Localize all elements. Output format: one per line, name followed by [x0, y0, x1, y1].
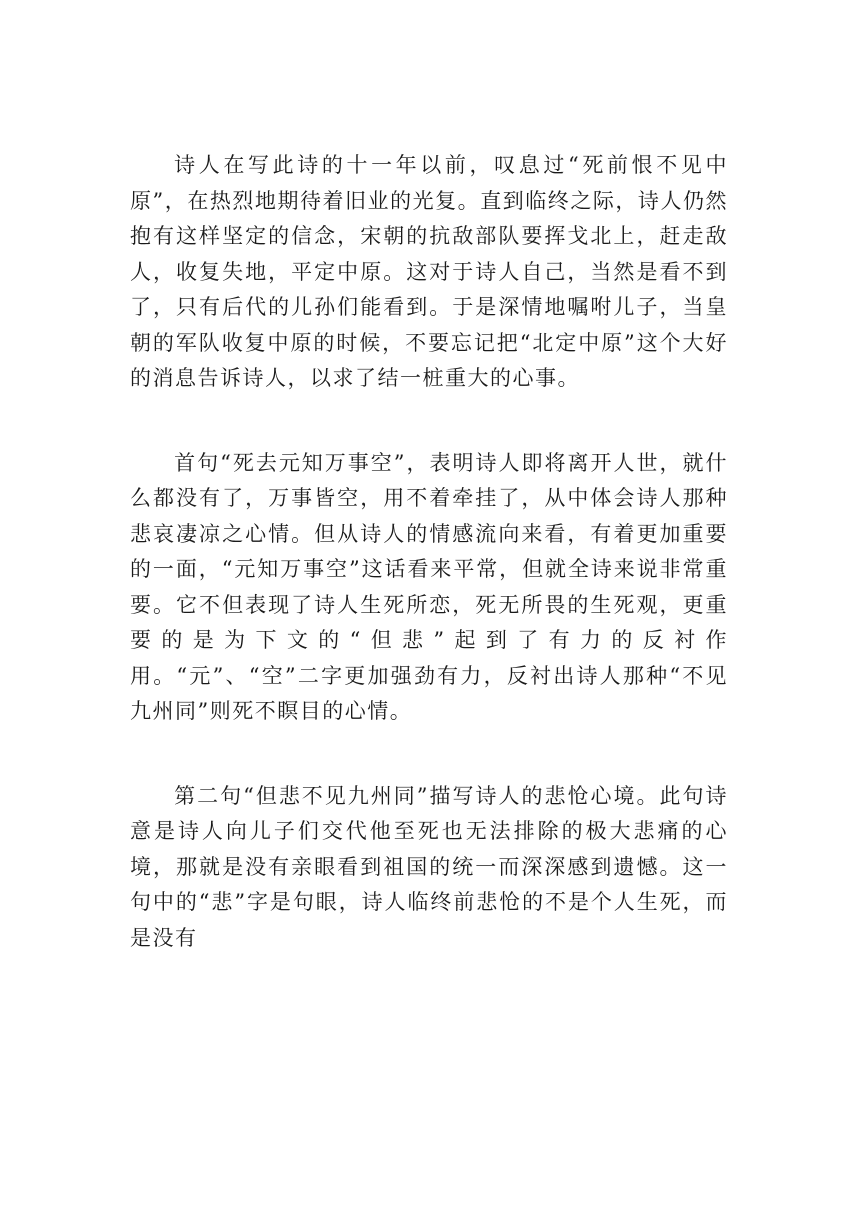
document-body: [130, 148, 728, 956]
paragraph-3: 第二句“但悲不见九州同”描写诗人的悲怆心境。此句诗意是诗人向儿子们交代他至死也无法排除的极大悲痛的心境，那就是没有亲眼看到祖国的统一而深深感到遗憾。这一句中的“悲”字是句眼，诗人临终前悲怆的不是个人生死，而是没有: [130, 783, 728, 950]
paragraph-1: 诗人在写此诗的十一年以前，叹息过“死前恨不见中原”，在热烈地期待着旧业的光复。直到临终之际，诗人仍然抱有这样坚定的信念，宋朝的抗敌部队要挥戈北上，赶走敌人，收复失地，平定中原。这对于诗人自己，当然是看不到了，只有后代的儿孙们能看到。于是深情地嘱咐儿子，当皇朝的军队收复中原的时候，不要忘记把“北定中原”这个大好的消息告诉诗人，以求了结一桩重大的心事。: [130, 153, 728, 390]
paragraph-2: 首句“死去元知万事空”，表明诗人即将离开人世，就什么都没有了，万事皆空，用不着牵挂了，从中体会诗人那种悲哀凄凉之心情。但从诗人的情感流向来看，有着更加重要的一面，“元知万事空”这话看来平常，但就全诗来说非常重要。它不但表现了诗人生死所恋，死无所畏的生死观，更重要的是为下文的“但悲”起到了有力的反衬作用。“元”、“空”二字更加强劲有力，反衬出诗人那种“不见九州同”则死不瞑目的心情。: [130, 450, 728, 723]
